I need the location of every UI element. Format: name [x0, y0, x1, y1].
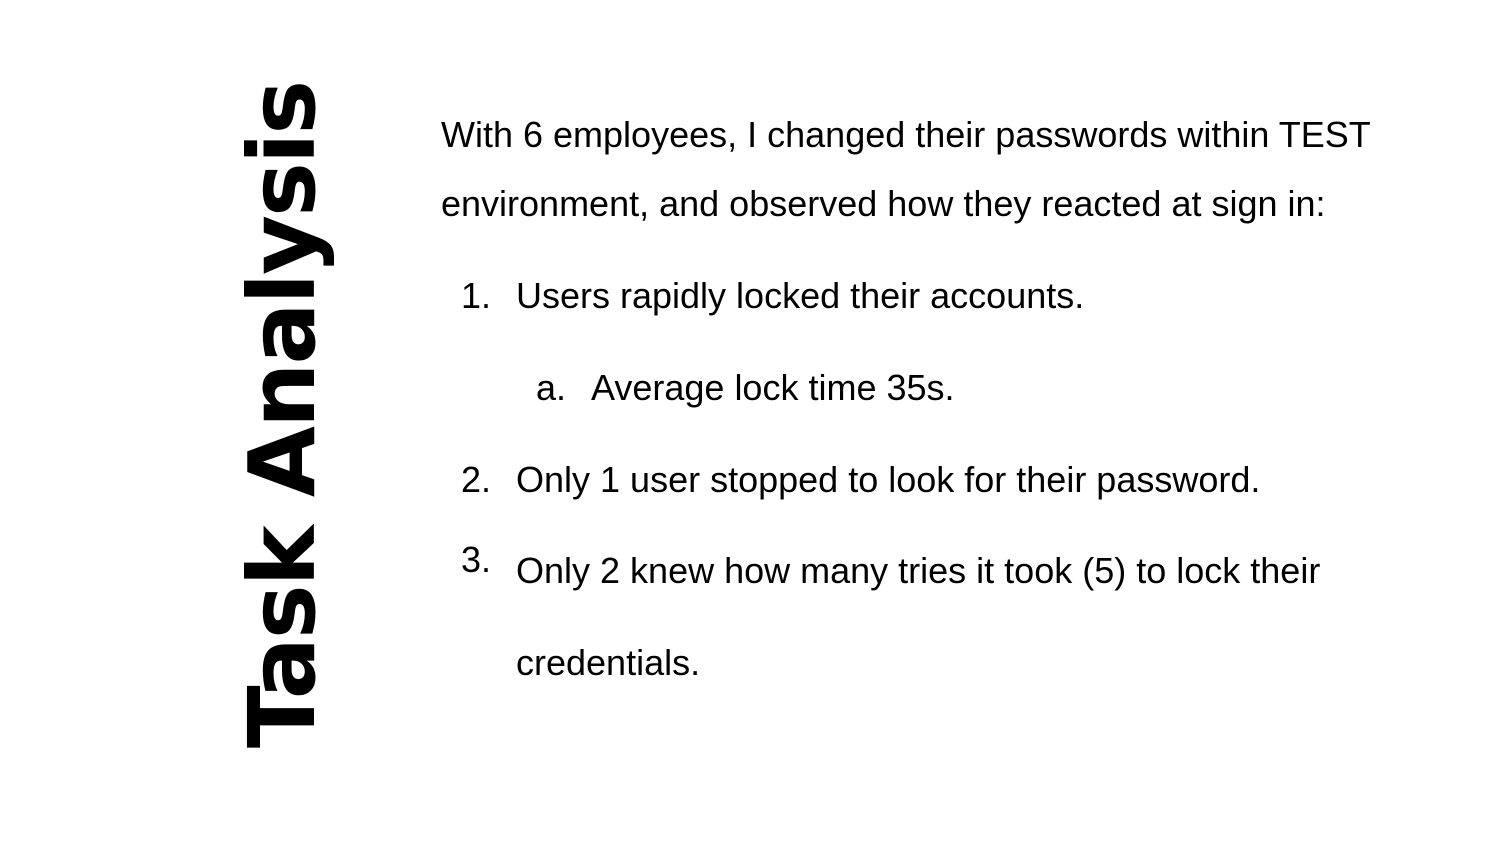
sub-list-item [441, 353, 1441, 422]
list-item-text: Only 2 knew how many tries it took (5) to lock their credentials. [516, 550, 1321, 683]
list-item-text: Users rapidly locked their accounts. [516, 275, 1085, 316]
findings-list [441, 261, 1441, 709]
list-marker: 2. [461, 459, 492, 500]
title-container [229, 81, 336, 749]
sub-list-marker: a. [536, 367, 567, 408]
list-item [441, 445, 1441, 514]
list-item [441, 261, 1441, 330]
list-item [441, 525, 1441, 709]
slide-title: Task Analysis [229, 81, 336, 749]
list-item-text: Only 1 user stopped to look for their password. [516, 459, 1261, 500]
intro-paragraph: With 6 employees, I changed their passwords within TEST environment, and observed how they reacted at sign in: [441, 114, 1371, 224]
sub-list-item-text: Average lock time 35s. [591, 367, 955, 408]
slide-body [441, 100, 1441, 709]
list-marker: 3. [461, 539, 492, 580]
list-marker: 1. [461, 275, 492, 316]
